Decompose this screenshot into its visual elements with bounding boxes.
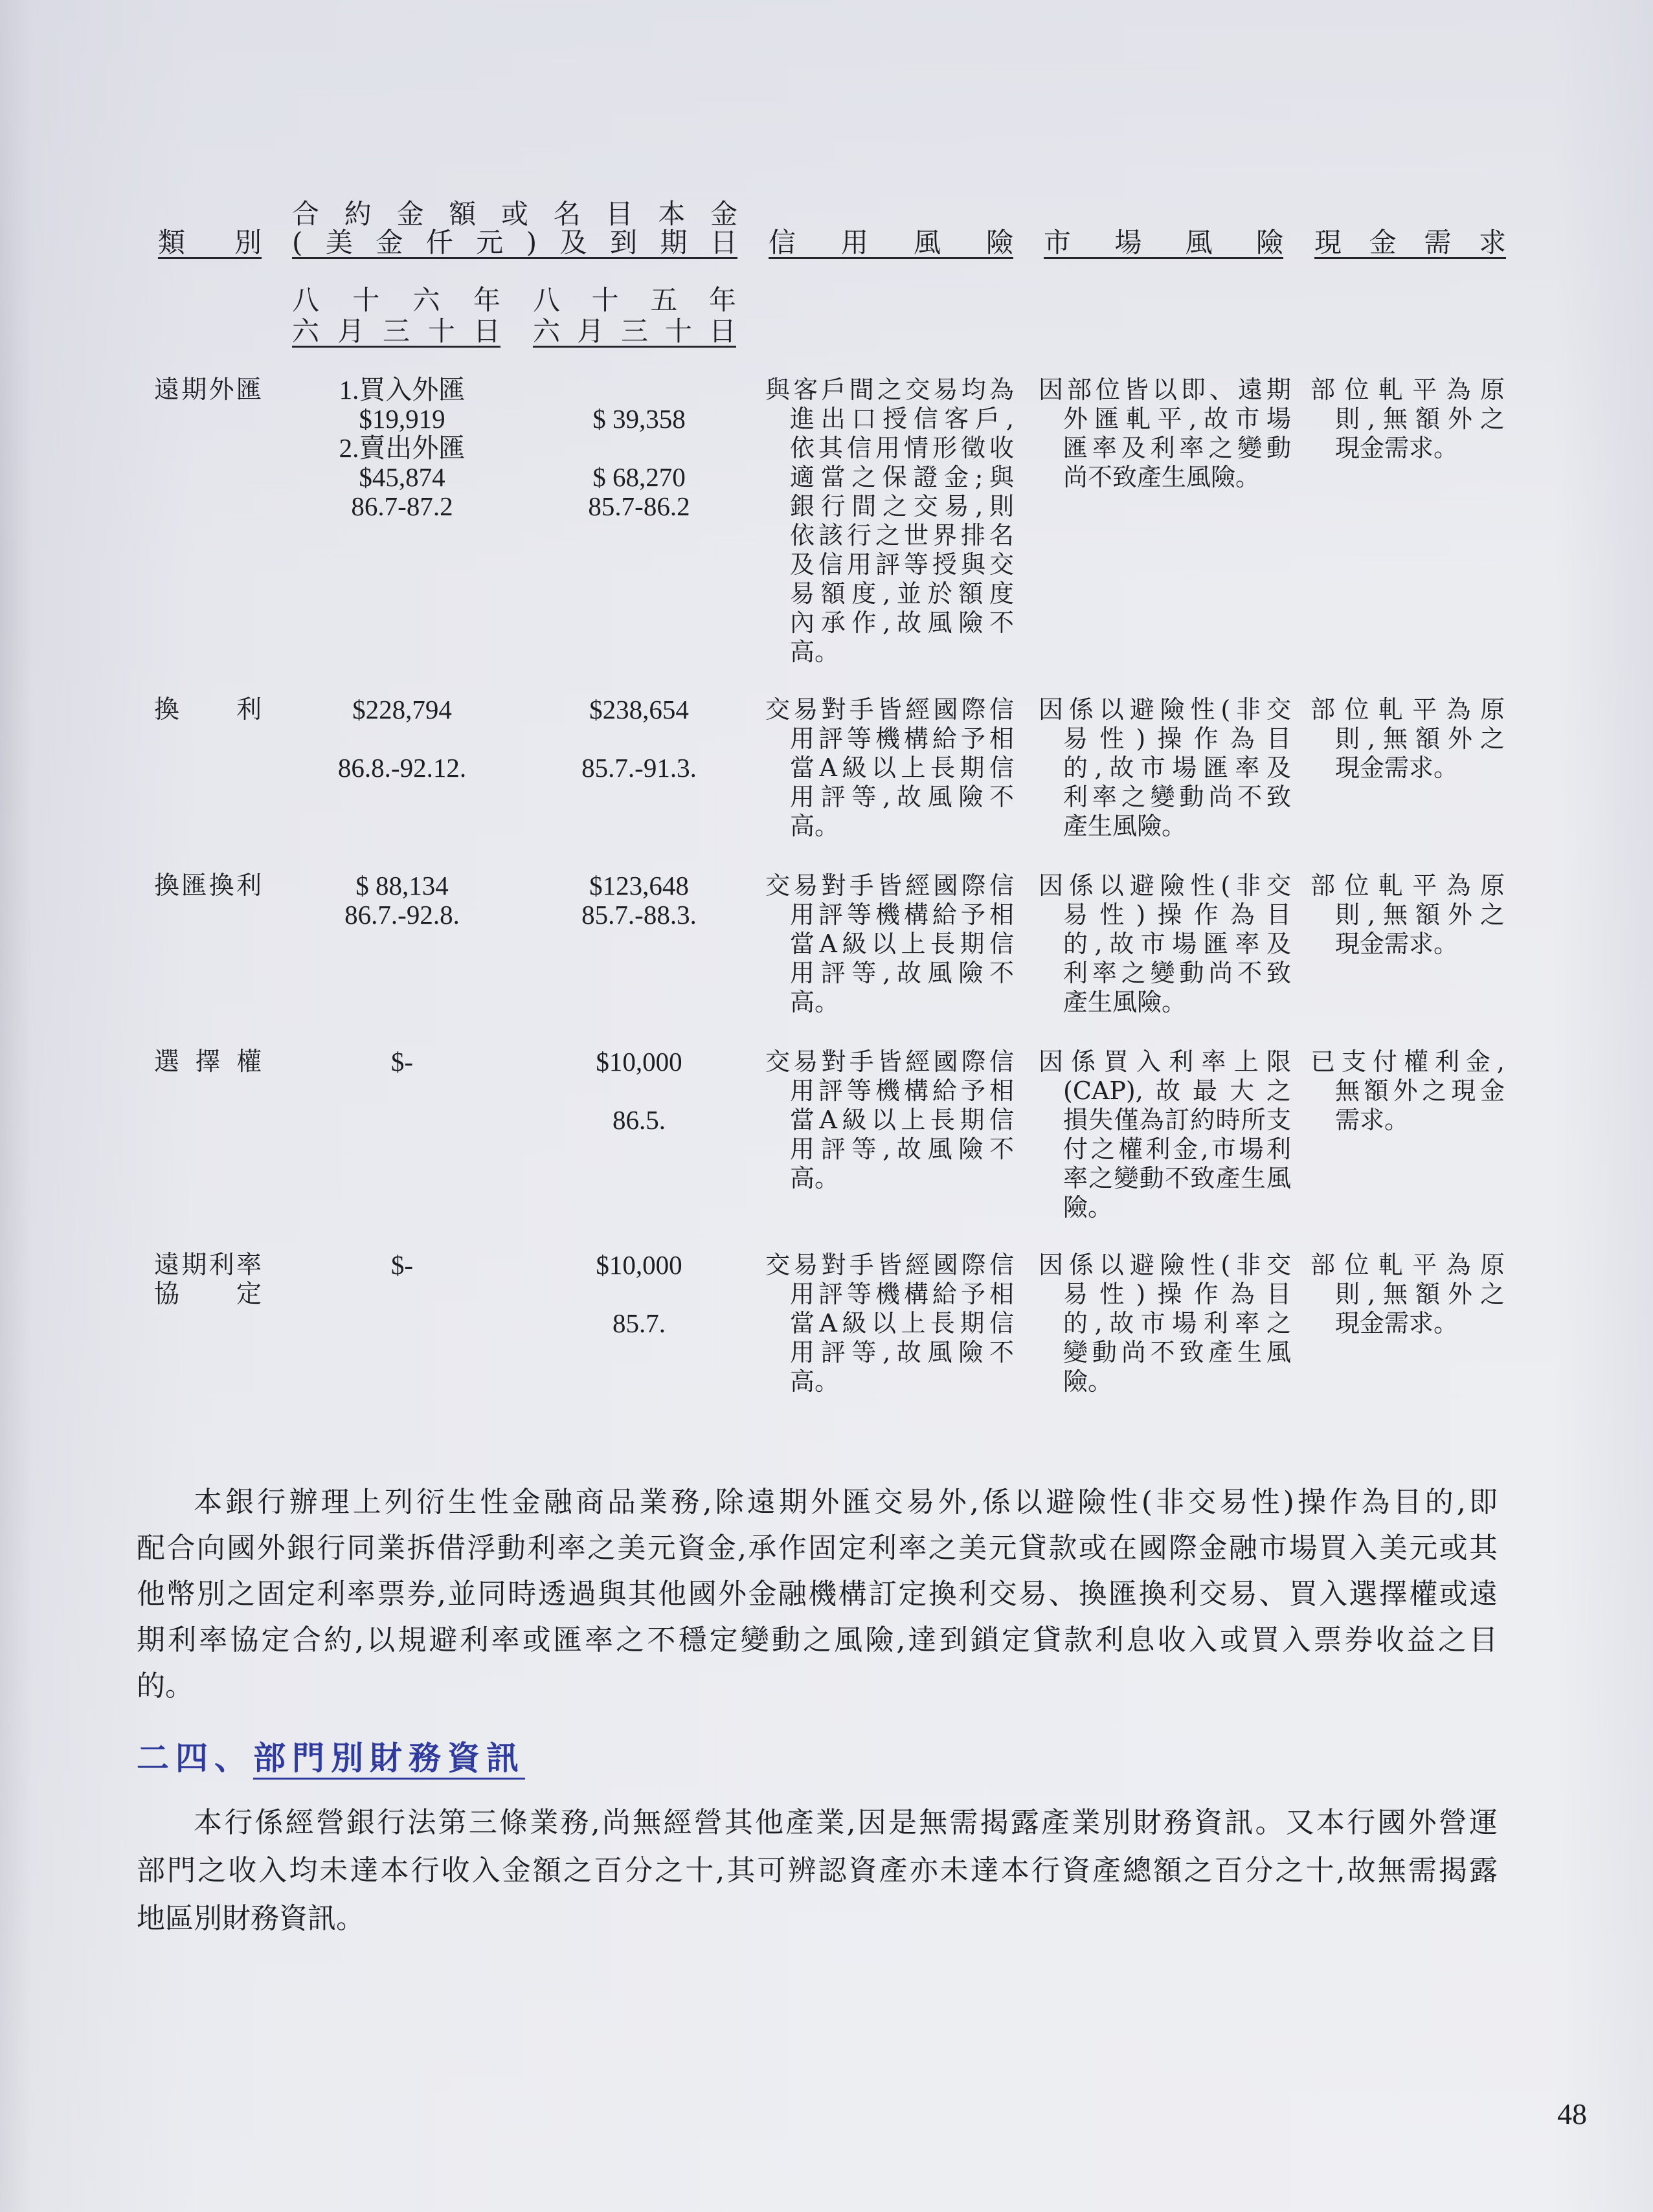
amount-86-cell <box>295 1047 509 1077</box>
credit-risk-line: 交易對手皆經國際信 <box>765 695 1014 724</box>
paragraph-line: 的。 <box>137 1670 194 1703</box>
market-risk-line: 的,故市場匯率及 <box>1063 754 1291 782</box>
credit-risk-line: 與客戶間之交易均為 <box>765 375 1014 404</box>
cash-requirement-line: 部位軋平為原 <box>1310 695 1505 724</box>
cash-requirement-line: 現金需求。 <box>1335 754 1459 782</box>
maturity: 85.7-86.2 <box>588 491 690 521</box>
market-risk-line: 易性)操作為目 <box>1063 900 1291 929</box>
sell-amount: $45,874 <box>359 462 445 492</box>
credit-risk-line: 高。 <box>790 812 840 840</box>
credit-risk-cell <box>765 375 1014 667</box>
credit-risk-line: 當A級以上長期信 <box>790 930 1014 958</box>
cash-requirement-line: 現金需求。 <box>1335 1309 1459 1337</box>
market-risk-line: 外匯軋平,故市場 <box>1063 405 1291 433</box>
credit-risk-line: 易額度,並於額度 <box>790 579 1014 608</box>
amount: $10,000 <box>596 1250 682 1280</box>
category-label: 協定 <box>154 1280 262 1309</box>
credit-risk-line: 當A級以上長期信 <box>790 754 1014 782</box>
cash-requirement-line: 無額外之現金 <box>1335 1077 1505 1105</box>
maturity: 86.8.-92.12. <box>337 753 467 783</box>
market-risk-line: 付之權利金,市場利 <box>1063 1135 1291 1163</box>
cash-requirement-line: 現金需求。 <box>1335 930 1459 958</box>
cash-requirement-line: 需求。 <box>1335 1106 1410 1134</box>
cash-requirement-line: 則,無額外之 <box>1335 405 1505 433</box>
cash-requirement-line: 已支付權利金, <box>1310 1047 1505 1076</box>
market-risk-line: 的,故市場利率之 <box>1063 1309 1291 1337</box>
credit-risk-line: 用評等,故風險不 <box>790 783 1014 811</box>
paragraph-line: 配合向國外銀行同業拆借浮動利率之美元資金,承作固定利率之美元貸款或在國際金融市場買入美元或其 <box>137 1532 1498 1565</box>
paragraph-line: 部門之收入均未達本行收入金額之百分之十,其可辨認資產亦未達本行資產總額之百分之十,故無需揭露 <box>137 1854 1498 1887</box>
credit-risk-line: 當A級以上長期信 <box>790 1309 1014 1337</box>
table-row <box>0 871 1653 1016</box>
cash-requirement-cell <box>1310 375 1505 463</box>
maturity: 86.7.-92.8. <box>344 900 460 930</box>
category-label: 遠期外匯 <box>154 375 262 405</box>
credit-risk-line: 交易對手皆經國際信 <box>765 1047 1014 1076</box>
credit-risk-line: 進出口授信客戶, <box>790 405 1014 433</box>
market-risk-line: (CAP),故最大之 <box>1063 1077 1291 1105</box>
paragraph-line: 期利率協定合約,以規避利率或匯率之不穩定變動之風險,達到鎖定貸款利息收入或買入票券收益之目 <box>137 1624 1498 1657</box>
credit-risk-line: 適當之保證金;與 <box>790 463 1014 491</box>
cash-requirement-line: 部位軋平為原 <box>1310 375 1505 404</box>
amount-86-cell <box>295 871 509 930</box>
market-risk-cell <box>1039 871 1291 1017</box>
market-risk-cell <box>1039 375 1291 492</box>
category-label: 遠期利率 <box>154 1251 262 1280</box>
credit-risk-line: 高。 <box>790 1164 840 1192</box>
category-label: 選擇權 <box>154 1047 262 1077</box>
credit-risk-line: 交易對手皆經國際信 <box>765 1251 1014 1279</box>
header-date-85-year: 八十五年 <box>533 284 736 316</box>
market-risk-line: 利率之變動尚不致 <box>1063 783 1291 811</box>
amount: $ 88,134 <box>355 871 449 900</box>
market-risk-line: 險。 <box>1063 1193 1113 1222</box>
market-risk-cell <box>1039 695 1291 841</box>
amount-85-cell <box>532 695 746 783</box>
market-risk-line: 易性)操作為目 <box>1063 1280 1291 1308</box>
market-risk-line: 因係以避險性(非交 <box>1039 871 1291 900</box>
credit-risk-line: 用評等,故風險不 <box>790 959 1014 987</box>
section-title: 部門別財務資訊 <box>253 1739 525 1780</box>
credit-risk-cell <box>765 871 1014 1017</box>
credit-risk-cell <box>765 695 1014 841</box>
market-risk-line: 易性)操作為目 <box>1063 724 1291 753</box>
market-risk-cell <box>1039 1251 1291 1396</box>
credit-risk-cell <box>765 1047 1014 1193</box>
paragraph-line: 他幣別之固定利率票券,並同時透過與其他國外金融機構訂定換利交易、換匯換利交易、買入選擇權或遠 <box>137 1578 1498 1611</box>
table-row <box>0 695 1653 840</box>
amount: $238,654 <box>589 695 689 724</box>
cash-requirement-line: 部位軋平為原 <box>1310 1251 1505 1279</box>
market-risk-line: 因部位皆以即、遠期 <box>1039 375 1291 404</box>
credit-risk-line: 交易對手皆經國際信 <box>765 871 1014 900</box>
buy-amount: $ 39,358 <box>592 404 686 434</box>
paragraph-line: 本行係經營銀行法第三條業務,尚無經營其他產業,因是無需揭露產業別財務資訊。又本行國外營運 <box>194 1806 1498 1839</box>
cash-requirement-line: 則,無額外之 <box>1335 724 1505 753</box>
market-risk-line: 變動尚不致產生風 <box>1063 1338 1291 1367</box>
amount: $228,794 <box>352 695 452 724</box>
amount: $10,000 <box>596 1047 682 1077</box>
amount-86-cell <box>295 1251 509 1280</box>
market-risk-line: 因係以避險性(非交 <box>1039 695 1291 724</box>
body-paragraph <box>137 1799 1498 1943</box>
credit-risk-cell <box>765 1251 1014 1396</box>
table-row <box>0 1047 1653 1222</box>
cash-requirement-line: 則,無額外之 <box>1335 900 1505 929</box>
cash-requirement-cell <box>1310 1047 1505 1135</box>
credit-risk-line: 用評等機構給予相 <box>790 900 1014 929</box>
cash-requirement-line: 現金需求。 <box>1335 434 1459 462</box>
cash-requirement-line: 則,無額外之 <box>1335 1280 1505 1308</box>
market-risk-line: 因係買入利率上限 <box>1039 1047 1291 1076</box>
amount-85-cell <box>532 375 746 521</box>
credit-risk-line: 高。 <box>790 988 840 1016</box>
header-category: 類別 <box>158 227 262 258</box>
market-risk-line: 利率之變動尚不致 <box>1063 959 1291 987</box>
market-risk-line: 率之變動不致產生風 <box>1063 1164 1291 1192</box>
amount: $- <box>390 1047 414 1077</box>
credit-risk-line: 及信用評等授與交 <box>790 550 1014 579</box>
cash-requirement-line: 部位軋平為原 <box>1310 871 1505 900</box>
market-risk-line: 產生風險。 <box>1063 812 1187 840</box>
amount: $123,648 <box>589 871 689 900</box>
credit-risk-line: 內承作,故風險不 <box>790 609 1014 637</box>
header-amount-line1: 合約金額或名目本金 <box>292 198 737 230</box>
credit-risk-line: 依其信用情形徵收 <box>790 434 1014 462</box>
market-risk-line: 的,故市場匯率及 <box>1063 930 1291 958</box>
credit-risk-line: 用評等機構給予相 <box>790 724 1014 753</box>
market-risk-line: 損失僅為訂約時所支 <box>1063 1106 1291 1134</box>
maturity: 86.7-87.2 <box>351 491 453 521</box>
credit-risk-line: 高。 <box>790 1367 840 1396</box>
credit-risk-line: 用評等,故風險不 <box>790 1135 1014 1163</box>
credit-risk-line: 用評等機構給予相 <box>790 1077 1014 1105</box>
page-number: 48 <box>1557 2097 1587 2130</box>
amount-85-cell <box>532 1251 746 1338</box>
paragraph-line: 本銀行辦理上列衍生性金融商品業務,除遠期外匯交易外,係以避險性(非交易性)操作為目的,即 <box>194 1486 1498 1519</box>
market-risk-cell <box>1039 1047 1291 1222</box>
header-date-86-year: 八十六年 <box>292 284 500 316</box>
header-cash-requirement: 現金需求 <box>1314 227 1506 258</box>
amount-86-cell <box>295 375 509 521</box>
market-risk-line: 尚不致產生風險。 <box>1063 463 1261 491</box>
header-credit-risk: 信用風險 <box>769 227 1013 258</box>
cash-requirement-cell <box>1310 695 1505 783</box>
body-paragraph <box>137 1479 1498 1709</box>
category-cell <box>154 871 262 900</box>
credit-risk-line: 當A級以上長期信 <box>790 1106 1014 1134</box>
maturity: 86.5. <box>613 1105 666 1135</box>
section-heading <box>137 1739 525 1780</box>
cash-requirement-cell <box>1310 1251 1505 1338</box>
credit-risk-line: 依該行之世界排名 <box>790 521 1014 550</box>
sell-label: 2.賣出外匯 <box>339 433 466 463</box>
category-cell <box>154 1251 262 1309</box>
category-cell <box>154 1047 262 1077</box>
category-label: 換匯換利 <box>154 871 262 900</box>
market-risk-line: 因係以避險性(非交 <box>1039 1251 1291 1279</box>
header-date-85-day: 六月三十日 <box>533 315 736 347</box>
amount: $- <box>390 1250 414 1280</box>
amount-85-cell <box>532 1047 746 1135</box>
table-row <box>0 375 1653 666</box>
credit-risk-line: 高。 <box>790 638 840 666</box>
header-amount-line2: (美金仟元)及到期日 <box>292 227 737 258</box>
credit-risk-line: 用評等,故風險不 <box>790 1338 1014 1367</box>
category-label: 換利 <box>154 695 262 724</box>
market-risk-line: 險。 <box>1063 1367 1113 1396</box>
maturity: 85.7. <box>613 1308 666 1338</box>
sell-amount: $ 68,270 <box>592 462 686 492</box>
header-date-86-day: 六月三十日 <box>292 315 500 347</box>
cash-requirement-cell <box>1310 871 1505 959</box>
amount-86-cell <box>295 695 509 783</box>
buy-label: 1.買入外匯 <box>339 375 466 405</box>
credit-risk-line: 用評等機構給予相 <box>790 1280 1014 1308</box>
market-risk-line: 產生風險。 <box>1063 988 1187 1016</box>
section-number: 二四、 <box>137 1739 253 1777</box>
paragraph-line: 地區別財務資訊。 <box>137 1902 365 1935</box>
credit-risk-line: 銀行間之交易,則 <box>790 492 1014 520</box>
maturity: 85.7.-88.3. <box>581 900 697 930</box>
buy-amount: $19,919 <box>359 404 445 434</box>
maturity: 85.7.-91.3. <box>581 753 697 783</box>
category-cell <box>154 695 262 724</box>
category-cell <box>154 375 262 405</box>
market-risk-line: 匯率及利率之變動 <box>1063 434 1291 462</box>
header-market-risk: 市場風險 <box>1044 227 1283 258</box>
amount-85-cell <box>532 871 746 930</box>
